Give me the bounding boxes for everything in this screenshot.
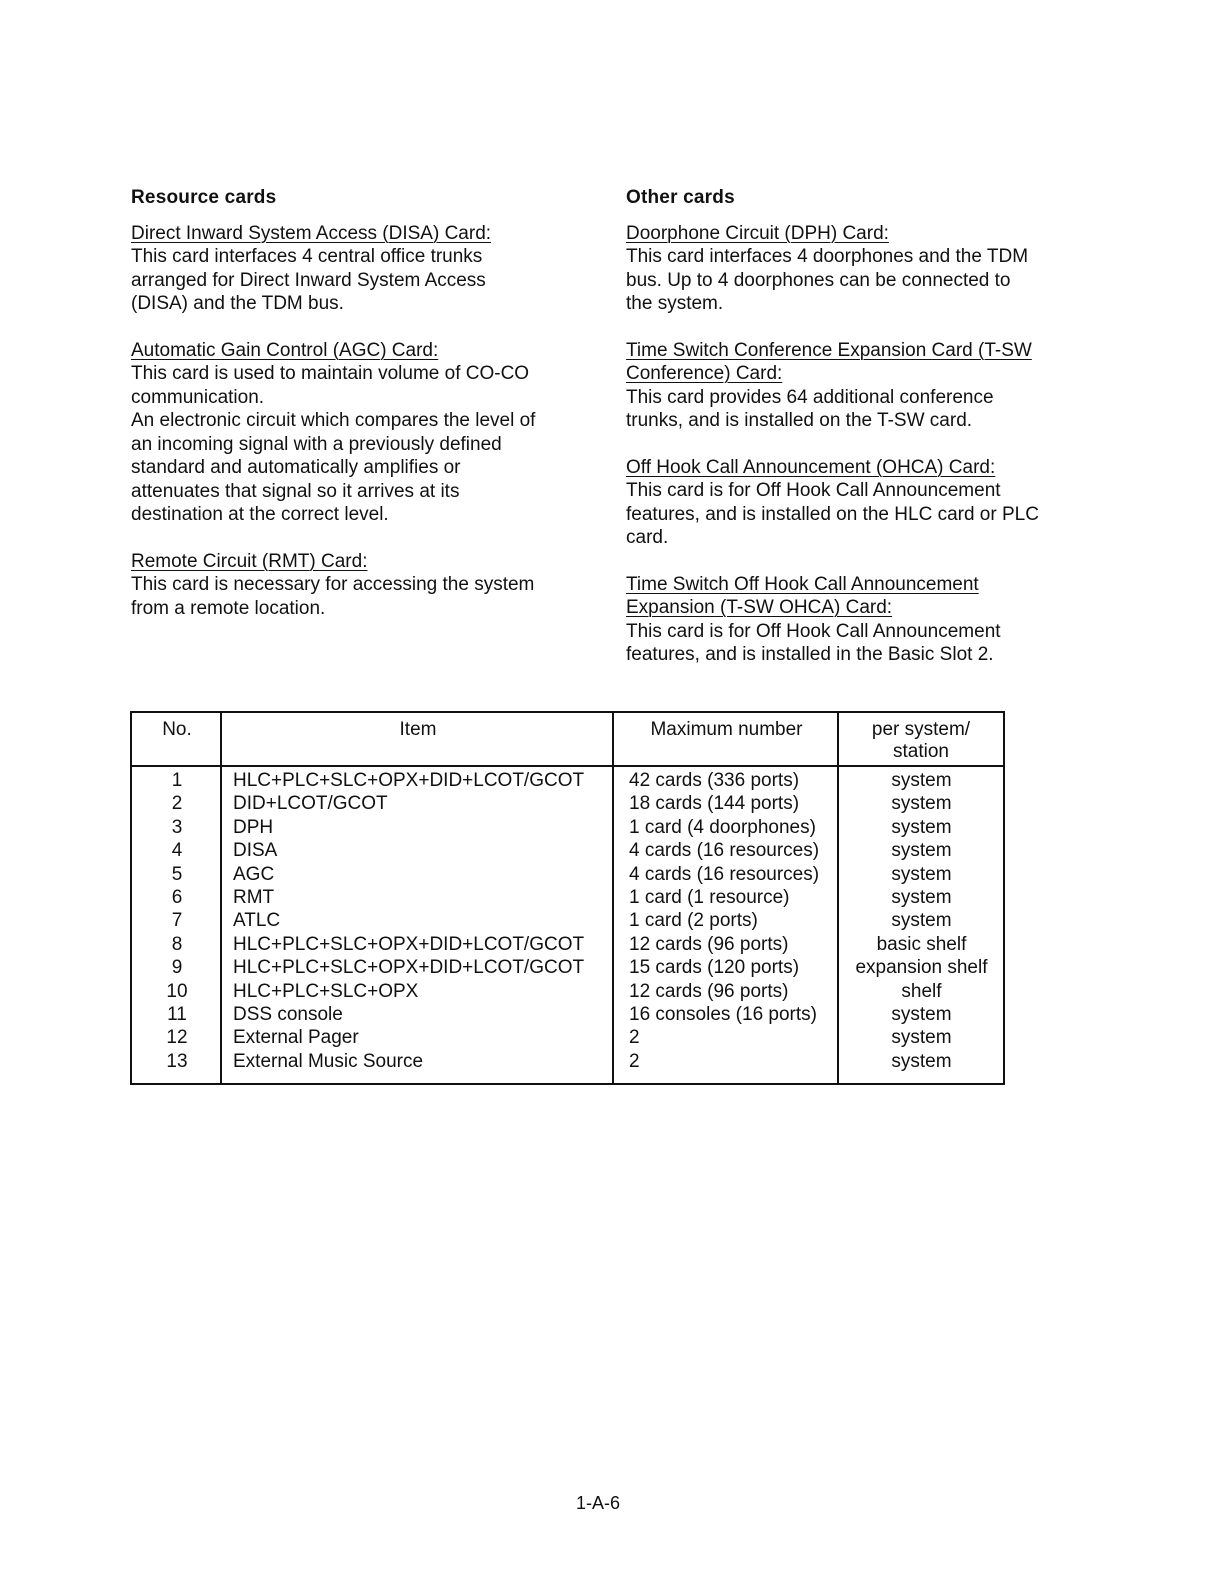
header-no: No. xyxy=(162,719,192,740)
cell-per-system-station: system xyxy=(891,1003,952,1025)
cell-maximum-number: 12 cards (96 ports) xyxy=(629,933,789,955)
table-row xyxy=(132,956,1003,979)
cell-item: HLC+PLC+SLC+OPX+DID+LCOT/GCOT xyxy=(233,770,585,791)
cell-item: HLC+PLC+SLC+OPX+DID+LCOT/GCOT xyxy=(233,957,585,979)
cell-maximum-number: 1 card (2 ports) xyxy=(629,910,758,932)
cell-item: HLC+PLC+SLC+OPX xyxy=(233,980,419,1002)
table-body xyxy=(132,769,1003,1073)
table-row xyxy=(132,886,1003,909)
tsw-conference-card-description: This card provides 64 additional conference trunks, and is installed on the T-SW card. xyxy=(626,386,994,431)
tsw-conference-card-title: Time Switch Conference Expansion Card (T-SW Conference) Card: xyxy=(626,339,1032,384)
cell-maximum-number: 2 xyxy=(629,1027,640,1049)
agc-card-description: This card is used to maintain volume of CO-CO communication. An electronic circuit which compares the level of an incoming signal with a previously defined standard and automatically amplifies or attenuates that signal so it arrives at its destination at the correct level. xyxy=(131,363,536,525)
table-row xyxy=(132,980,1003,1003)
table-row xyxy=(132,933,1003,956)
disa-card-description: This card interfaces 4 central office trunks arranged for Direct Inward System Access (DISA) and the TDM bus. xyxy=(131,246,486,314)
capacity-table xyxy=(130,711,1005,1085)
table-row xyxy=(132,769,1003,792)
tsw-conference-card-entry xyxy=(626,339,1071,433)
cell-no: 13 xyxy=(166,1050,188,1072)
other-cards-section xyxy=(626,186,1071,690)
cell-per-system-station: expansion shelf xyxy=(855,957,988,979)
table-row xyxy=(132,909,1003,932)
cell-per-system-station: system xyxy=(891,840,952,862)
cell-item: RMT xyxy=(233,886,275,908)
cell-no: 4 xyxy=(171,840,183,862)
resource-cards-heading: Resource cards xyxy=(131,187,277,208)
cell-maximum-number: 12 cards (96 ports) xyxy=(629,980,789,1002)
cell-maximum-number: 15 cards (120 ports) xyxy=(629,957,800,979)
table-row xyxy=(132,839,1003,862)
cell-item: ATLC xyxy=(233,910,281,932)
cell-no: 1 xyxy=(171,770,183,791)
ohca-card-entry xyxy=(626,456,1071,550)
cell-item: DPH xyxy=(233,816,274,838)
cell-no: 10 xyxy=(166,980,188,1002)
rmt-card-description: This card is necessary for accessing the system from a remote location. xyxy=(131,574,535,619)
cell-item: DISA xyxy=(233,840,278,862)
cell-per-system-station: system xyxy=(891,910,952,932)
dph-card-entry xyxy=(626,222,1071,316)
cell-no: 9 xyxy=(171,957,183,979)
disa-card-entry xyxy=(131,222,571,316)
cell-no: 3 xyxy=(171,816,183,838)
table-row xyxy=(132,792,1003,815)
cell-maximum-number: 18 cards (144 ports) xyxy=(629,793,800,815)
rmt-card-title: Remote Circuit (RMT) Card: xyxy=(131,550,368,572)
cell-no: 11 xyxy=(167,1003,187,1025)
cell-per-system-station: system xyxy=(891,863,952,885)
cell-no: 5 xyxy=(171,863,183,885)
agc-card-title: Automatic Gain Control (AGC) Card: xyxy=(131,339,439,361)
cell-maximum-number: 16 consoles (16 ports) xyxy=(629,1003,817,1025)
cell-no: 2 xyxy=(171,793,183,815)
dph-card-title: Doorphone Circuit (DPH) Card: xyxy=(626,222,889,244)
other-cards-heading: Other cards xyxy=(626,187,735,208)
cell-maximum-number: 4 cards (16 resources) xyxy=(629,840,820,862)
table-header-row xyxy=(132,713,1003,767)
agc-card-entry xyxy=(131,339,571,527)
cell-maximum-number: 2 xyxy=(629,1050,640,1072)
table-row xyxy=(132,1003,1003,1026)
cell-per-system-station: basic shelf xyxy=(876,933,967,955)
tsw-ohca-card-description: This card is for Off Hook Call Announcement features, and is installed in the Basic Slot 2. xyxy=(626,620,1001,665)
cell-item: External Pager xyxy=(233,1027,359,1049)
header-per-system-station: per system/ station xyxy=(871,719,971,762)
table-row xyxy=(132,1050,1003,1073)
cell-item: DID+LCOT/GCOT xyxy=(233,793,388,815)
ohca-card-title: Off Hook Call Announcement (OHCA) Card: xyxy=(626,456,996,478)
tsw-ohca-card-title: Time Switch Off Hook Call Announcement Expansion (T-SW OHCA) Card: xyxy=(626,573,979,618)
disa-card-title: Direct Inward System Access (DISA) Card: xyxy=(131,222,492,244)
ohca-card-description: This card is for Off Hook Call Announcement features, and is installed on the HLC card or PLC card. xyxy=(626,480,1039,548)
cell-per-system-station: system xyxy=(891,886,952,908)
cell-per-system-station: system xyxy=(891,770,952,791)
cell-no: 6 xyxy=(171,886,183,908)
dph-card-description: This card interfaces 4 doorphones and the TDM bus. Up to 4 doorphones can be connected to the system. xyxy=(626,246,1029,314)
cell-per-system-station: system xyxy=(891,1027,952,1049)
cell-no: 7 xyxy=(171,910,183,932)
cell-maximum-number: 1 card (4 doorphones) xyxy=(629,816,816,838)
rmt-card-entry xyxy=(131,550,571,621)
table-row xyxy=(132,863,1003,886)
page-number: 1-A-6 xyxy=(575,1493,620,1513)
cell-item: AGC xyxy=(233,863,275,885)
cell-per-system-station: system xyxy=(891,793,952,815)
cell-maximum-number: 1 card (1 resource) xyxy=(629,886,790,908)
cell-per-system-station: system xyxy=(891,1050,952,1072)
header-item: Item xyxy=(399,719,437,740)
cell-item: External Music Source xyxy=(233,1050,424,1072)
cell-maximum-number: 42 cards (336 ports) xyxy=(629,770,800,791)
table-row xyxy=(132,816,1003,839)
tsw-ohca-card-entry xyxy=(626,573,1071,667)
cell-no: 12 xyxy=(166,1027,188,1049)
cell-per-system-station: shelf xyxy=(901,980,942,1002)
cell-item: HLC+PLC+SLC+OPX+DID+LCOT/GCOT xyxy=(233,933,585,955)
cell-per-system-station: system xyxy=(891,816,952,838)
resource-cards-section xyxy=(131,186,571,643)
cell-no: 8 xyxy=(171,933,183,955)
cell-maximum-number: 4 cards (16 resources) xyxy=(629,863,820,885)
table-row xyxy=(132,1026,1003,1049)
cell-item: DSS console xyxy=(233,1003,343,1025)
header-maximum-number: Maximum number xyxy=(650,719,803,740)
